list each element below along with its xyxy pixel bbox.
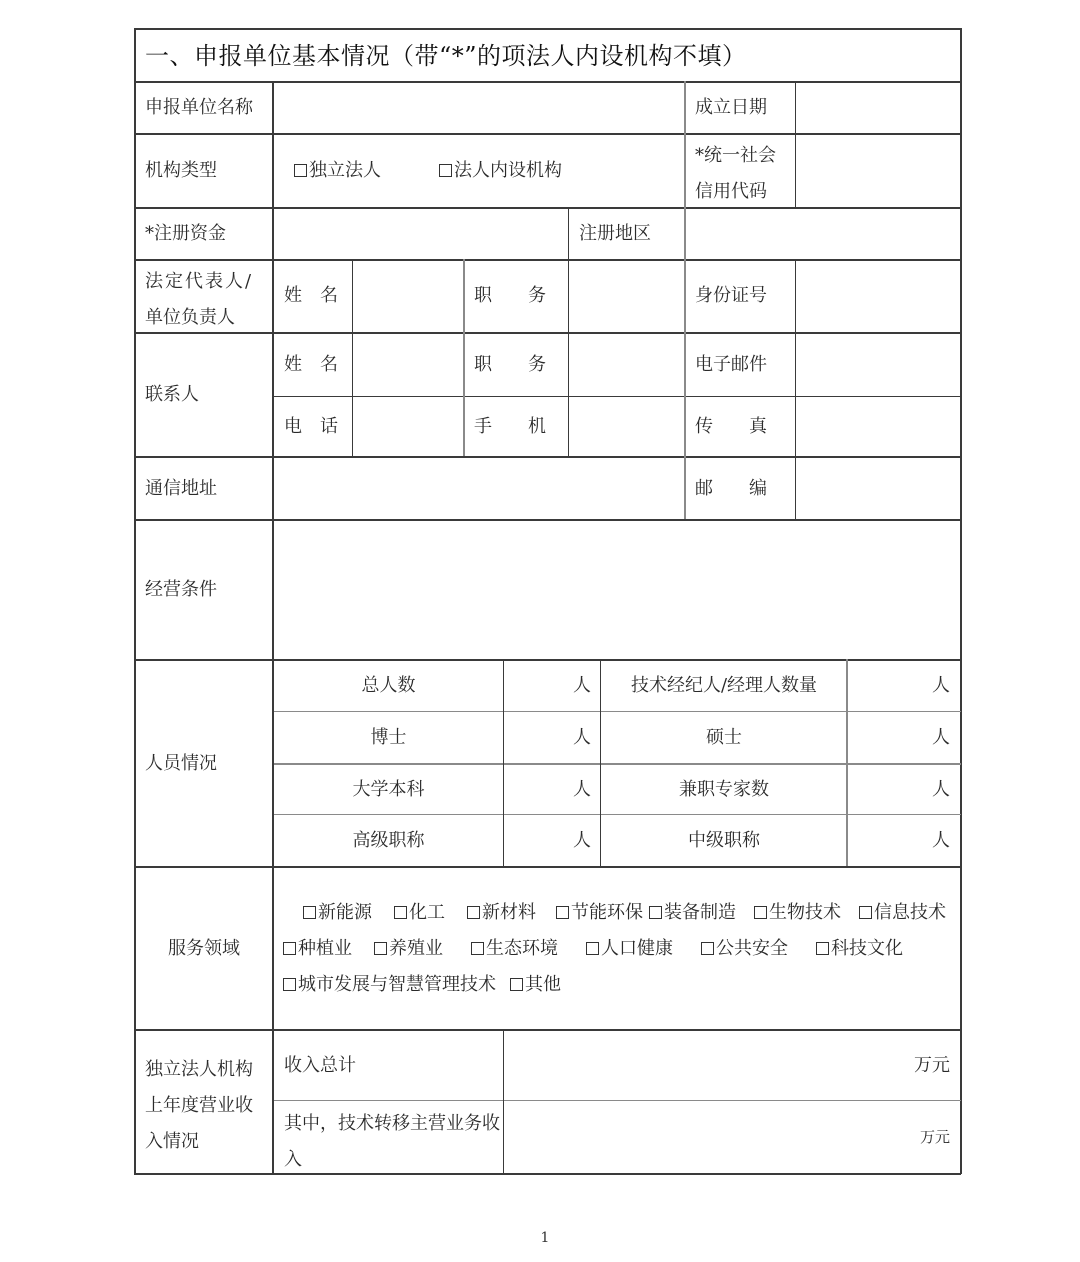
service-option[interactable]: 新能源 <box>303 902 372 923</box>
email-field[interactable] <box>797 334 959 396</box>
credit-code-label: *统一社会 信用代码 <box>695 145 776 202</box>
checkbox-icon[interactable] <box>556 906 569 919</box>
mobile-label: 手 机 <box>474 415 546 437</box>
business-conditions-field[interactable] <box>274 521 959 659</box>
service-option[interactable]: 装备制造 <box>649 902 736 923</box>
checkbox-icon[interactable] <box>394 906 407 919</box>
org-type-options <box>294 134 682 207</box>
checkbox-icon[interactable] <box>467 906 480 919</box>
checkbox-icon[interactable] <box>303 906 316 919</box>
org-type-option-internal[interactable]: 法人内设机构 <box>439 153 562 189</box>
legal-rep-name-label: 姓 名 <box>284 285 338 306</box>
registered-region-label: 注册地区 <box>579 223 651 244</box>
checkbox-icon[interactable] <box>816 942 829 955</box>
checkbox-icon[interactable] <box>510 978 523 991</box>
email-label: 电子邮件 <box>695 354 767 375</box>
unit-name-label: 申报单位名称 <box>145 96 253 118</box>
revenue-label: 独立法人机构 上年度营业收 入情况 <box>145 1059 253 1152</box>
tech-transfer-revenue-label: 其中，技术转移主营业务收入 <box>284 1113 500 1170</box>
legal-rep-label: 法定代表人/ 单位负责人 <box>145 271 254 328</box>
service-option[interactable]: 公共安全 <box>701 938 788 959</box>
checkbox-icon[interactable] <box>471 942 484 955</box>
service-area-label: 服务领域 <box>168 937 240 959</box>
unit-label: 人 <box>573 726 591 748</box>
postcode-label: 邮 编 <box>695 477 767 499</box>
unit-label: 人 <box>573 829 591 851</box>
contact-position-field[interactable] <box>570 334 683 396</box>
service-option[interactable]: 生物技术 <box>754 902 841 923</box>
personnel-label: 人员情况 <box>145 752 217 774</box>
personnel-item-field[interactable] <box>505 765 591 814</box>
col-divider <box>503 1029 504 1174</box>
col-divider <box>684 259 686 519</box>
personnel-item-label: 博士 <box>370 726 407 748</box>
address-label: 通信地址 <box>145 477 217 499</box>
personnel-item-label: 兼职专家数 <box>679 778 769 800</box>
credit-code-field[interactable] <box>797 134 959 207</box>
col-divider <box>795 259 796 519</box>
unit-label: 万元 <box>914 1054 950 1076</box>
col-divider <box>600 659 601 866</box>
phone-field[interactable] <box>354 397 462 456</box>
founding-date-field[interactable] <box>797 82 959 133</box>
unit-label: 人 <box>932 726 950 748</box>
service-option[interactable]: 新材料 <box>467 902 536 923</box>
personnel-item-field[interactable] <box>848 815 950 866</box>
service-area-options <box>283 868 957 1029</box>
address-field[interactable] <box>274 458 683 519</box>
personnel-item-field[interactable] <box>505 712 591 763</box>
legal-rep-name-field[interactable] <box>354 260 462 332</box>
id-number-field[interactable] <box>797 260 959 332</box>
service-option[interactable]: 化工 <box>394 902 445 923</box>
checkbox-icon[interactable] <box>374 942 387 955</box>
personnel-item-field[interactable] <box>505 815 591 866</box>
fax-field[interactable] <box>797 397 959 456</box>
registered-region-field[interactable] <box>686 209 959 259</box>
service-option[interactable]: 生态环境 <box>471 938 558 959</box>
personnel-item-label: 大学本科 <box>352 778 425 800</box>
service-option[interactable]: 城市发展与智慧管理技术 <box>283 974 496 995</box>
table-border-bottom <box>134 1173 961 1175</box>
service-option[interactable]: 人口健康 <box>586 938 673 959</box>
checkbox-icon[interactable] <box>283 942 296 955</box>
founding-date-label: 成立日期 <box>695 96 767 118</box>
tech-transfer-revenue-field[interactable] <box>505 1101 950 1173</box>
unit-label: 万元 <box>919 1128 950 1146</box>
col-divider <box>684 81 686 207</box>
revenue-total-label: 收入总计 <box>284 1054 356 1076</box>
legal-rep-position-label: 职 务 <box>474 285 546 306</box>
business-conditions-label: 经营条件 <box>145 579 217 600</box>
col-divider <box>503 659 504 866</box>
checkbox-icon[interactable] <box>294 164 307 177</box>
personnel-item-label: 技术经纪人/经理人数量 <box>630 675 818 696</box>
revenue-total-field[interactable] <box>505 1031 950 1100</box>
personnel-item-field[interactable] <box>848 661 950 711</box>
org-type-option-independent[interactable]: 独立法人 <box>294 153 381 189</box>
service-option[interactable]: 种植业 <box>283 938 352 959</box>
personnel-item-field[interactable] <box>848 765 950 814</box>
personnel-item-label: 总人数 <box>361 675 416 696</box>
mobile-field[interactable] <box>570 397 683 456</box>
personnel-item-label: 硕士 <box>706 726 742 748</box>
service-option[interactable]: 其他 <box>510 974 561 995</box>
unit-label: 人 <box>932 675 950 696</box>
phone-label: 电 话 <box>284 415 338 437</box>
unit-label: 人 <box>573 675 591 696</box>
checkbox-icon[interactable] <box>649 906 662 919</box>
col-divider <box>568 259 569 456</box>
personnel-item-label: 高级职称 <box>352 829 425 851</box>
table-border-right <box>960 28 962 1174</box>
checkbox-icon[interactable] <box>859 906 872 919</box>
registered-capital-label: *注册资金 <box>145 223 226 244</box>
contact-position-label: 职 务 <box>474 354 546 375</box>
personnel-item-field[interactable] <box>848 712 950 763</box>
unit-label: 人 <box>573 778 591 800</box>
org-type-label: 机构类型 <box>145 159 217 181</box>
registered-capital-field[interactable] <box>274 209 567 259</box>
service-option[interactable]: 信息技术 <box>859 902 946 923</box>
personnel-item-label: 中级职称 <box>688 829 760 851</box>
section-title: 一、申报单位基本情况（带“*”的项法人内设机构不填） <box>145 41 747 70</box>
contact-name-field[interactable] <box>354 334 462 396</box>
contact-label: 联系人 <box>145 384 199 405</box>
legal-rep-position-field[interactable] <box>570 260 683 332</box>
unit-label: 人 <box>932 778 950 800</box>
unit-name-field[interactable] <box>274 82 683 133</box>
service-option[interactable]: 科技文化 <box>816 938 903 959</box>
col-divider <box>795 81 796 207</box>
checkbox-icon[interactable] <box>701 942 714 955</box>
service-option[interactable]: 节能环保 <box>556 902 643 923</box>
col-divider <box>352 259 353 456</box>
contact-name-label: 姓 名 <box>284 354 338 375</box>
id-number-label: 身份证号 <box>695 285 767 306</box>
checkbox-icon[interactable] <box>586 942 599 955</box>
unit-label: 人 <box>932 829 950 851</box>
checkbox-icon[interactable] <box>439 164 452 177</box>
page-number: 1 <box>540 1230 550 1246</box>
personnel-item-field[interactable] <box>505 661 591 711</box>
col-divider <box>568 207 569 259</box>
checkbox-icon[interactable] <box>754 906 767 919</box>
postcode-field[interactable] <box>797 458 959 519</box>
col-divider <box>463 259 465 456</box>
fax-label: 传 真 <box>695 415 767 437</box>
checkbox-icon[interactable] <box>283 978 296 991</box>
service-option[interactable]: 养殖业 <box>374 938 443 959</box>
